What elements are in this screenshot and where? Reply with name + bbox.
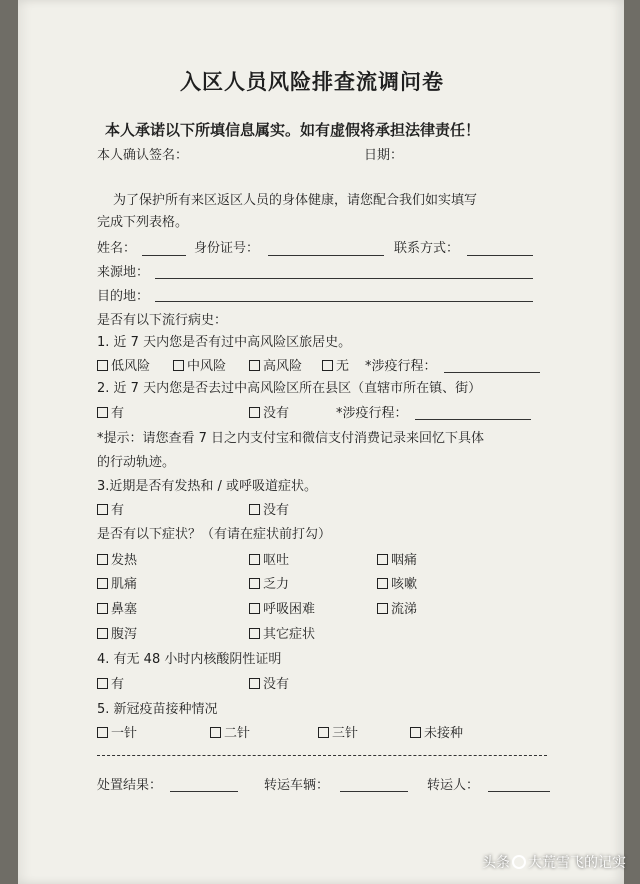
vehicle-field[interactable] [340, 791, 408, 792]
checkbox-icon[interactable] [249, 578, 260, 589]
destination-field[interactable] [155, 301, 533, 302]
watermark-prefix: 头条 [482, 855, 510, 871]
origin-label: 来源地： [97, 265, 150, 280]
watermark [482, 854, 626, 872]
q4-option-yes[interactable]: 有 [97, 677, 124, 693]
q2-itinerary-field[interactable] [415, 419, 531, 420]
q1-option-none[interactable]: 无 [322, 359, 349, 375]
checkbox-icon[interactable] [318, 727, 329, 738]
checkbox-icon[interactable] [249, 678, 260, 689]
q1-itinerary-label: *涉疫行程： [365, 359, 437, 374]
checkbox-icon[interactable] [249, 504, 260, 515]
page-title: 入区人员风险排查流调问卷 [180, 70, 444, 94]
checkbox-icon[interactable] [249, 554, 260, 565]
checkbox-icon[interactable] [97, 407, 108, 418]
checkbox-icon[interactable] [249, 407, 260, 418]
date-label: 日期： [364, 148, 404, 163]
intro-line-1: 为了保护所有来区返区人员的身体健康，请您配合我们如实填写 [113, 193, 478, 208]
checkbox-icon[interactable] [97, 504, 108, 515]
q2-option-no[interactable]: 没有 [249, 406, 289, 422]
symptom-fatigue[interactable]: 乏力 [249, 577, 289, 593]
checkbox-icon[interactable] [210, 727, 221, 738]
signature-label: 本人确认签名： [97, 148, 189, 163]
checkbox-icon[interactable] [97, 603, 108, 614]
question-1: 1. 近 7 天内您是否有过中高风险区旅居史。 [97, 335, 352, 350]
symptom-title: 是否有以下症状？（有请在症状前打勾） [97, 527, 332, 542]
contact-field[interactable] [467, 255, 533, 256]
history-title: 是否有以下流行病史： [97, 313, 228, 328]
contact-label: 联系方式： [394, 241, 460, 256]
q5-option-unvaccinated[interactable]: 未接种 [410, 726, 463, 742]
symptom-cough[interactable]: 咳嗽 [377, 577, 417, 593]
checkbox-icon[interactable] [97, 727, 108, 738]
checkbox-icon[interactable] [377, 603, 388, 614]
result-field[interactable] [170, 791, 238, 792]
checkbox-icon[interactable] [97, 628, 108, 639]
tip-line-1: *提示：请您查看 7 日之内支付宝和微信支付消费记录来回忆下具体 [97, 431, 485, 446]
q4-option-no[interactable]: 没有 [249, 677, 289, 693]
q1-option-medium[interactable]: 中风险 [173, 359, 226, 375]
checkbox-icon[interactable] [249, 603, 260, 614]
checkbox-icon[interactable] [97, 360, 108, 371]
result-label: 处置结果： [97, 778, 163, 793]
destination-label: 目的地： [97, 289, 150, 304]
symptom-fever[interactable]: 发热 [97, 553, 137, 569]
transporter-label: 转运人： [427, 778, 480, 793]
q5-option-one-dose[interactable]: 一针 [97, 726, 137, 742]
id-field[interactable] [268, 255, 384, 256]
vehicle-label: 转运车辆： [264, 778, 330, 793]
checkbox-icon[interactable] [377, 578, 388, 589]
name-label: 姓名： [97, 241, 137, 256]
q5-option-three-doses[interactable]: 三针 [318, 726, 358, 742]
q1-option-low[interactable]: 低风险 [97, 359, 150, 375]
checkbox-icon[interactable] [97, 578, 108, 589]
at-icon [512, 855, 526, 869]
q2-itinerary-label: *涉疫行程： [336, 406, 408, 421]
q2-option-yes[interactable]: 有 [97, 406, 124, 422]
symptom-myalgia[interactable]: 肌痛 [97, 577, 137, 593]
watermark-author: 大荒雪飞的记实 [528, 855, 626, 871]
name-field[interactable] [142, 255, 186, 256]
section-divider [97, 755, 547, 756]
symptom-other[interactable]: 其它症状 [249, 627, 315, 643]
checkbox-icon[interactable] [377, 554, 388, 565]
q3-option-yes[interactable]: 有 [97, 503, 124, 519]
checkbox-icon[interactable] [97, 554, 108, 565]
symptom-vomit[interactable]: 呕吐 [249, 553, 289, 569]
q1-option-high[interactable]: 高风险 [249, 359, 302, 375]
promise-statement: 本人承诺以下所填信息属实。如有虚假将承担法律责任！ [105, 121, 481, 139]
question-2: 2. 近 7 天内您是否去过中高风险区所在县区（直辖市所在镇、街） [97, 381, 482, 396]
checkbox-icon[interactable] [97, 678, 108, 689]
id-label: 身份证号： [194, 241, 260, 256]
symptom-dyspnea[interactable]: 呼吸困难 [249, 602, 315, 618]
q3-option-no[interactable]: 没有 [249, 503, 289, 519]
q1-itinerary-field[interactable] [444, 372, 540, 373]
symptom-diarrhea[interactable]: 腹泻 [97, 627, 137, 643]
transporter-field[interactable] [488, 791, 550, 792]
question-4: 4. 有无 48 小时内核酸阴性证明 [97, 652, 282, 667]
q5-option-two-doses[interactable]: 二针 [210, 726, 250, 742]
question-3: 3.近期是否有发热和 / 或呼吸道症状。 [97, 479, 318, 494]
tip-line-2: 的行动轨迹。 [97, 455, 176, 470]
symptom-nasal-congestion[interactable]: 鼻塞 [97, 602, 137, 618]
intro-line-2: 完成下列表格。 [97, 215, 189, 230]
symptom-sore-throat[interactable]: 咽痛 [377, 553, 417, 569]
question-5: 5. 新冠疫苗接种情况 [97, 702, 218, 717]
checkbox-icon[interactable] [249, 360, 260, 371]
checkbox-icon[interactable] [249, 628, 260, 639]
origin-field[interactable] [155, 278, 533, 279]
checkbox-icon[interactable] [410, 727, 421, 738]
symptom-runny-nose[interactable]: 流涕 [377, 602, 417, 618]
checkbox-icon[interactable] [322, 360, 333, 371]
checkbox-icon[interactable] [173, 360, 184, 371]
